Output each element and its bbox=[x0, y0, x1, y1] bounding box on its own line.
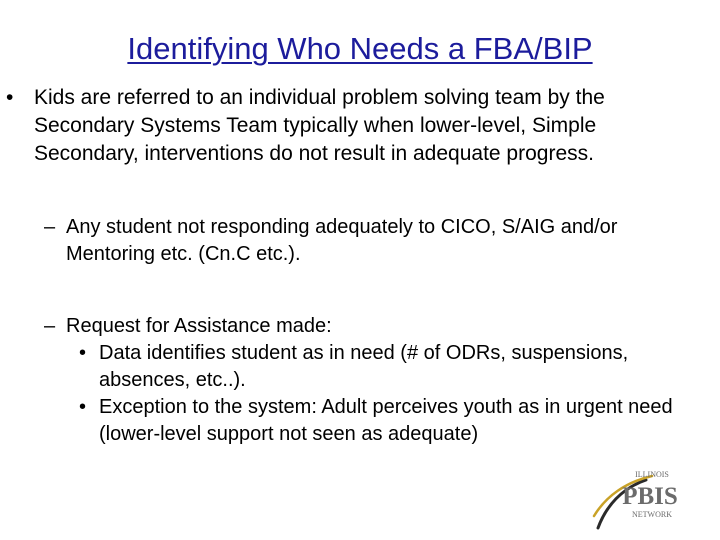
sub-sub-bullet-data-text: Data identifies student as in need (# of ODRs, suspensions, absences, etc..). bbox=[99, 342, 629, 391]
slide-title: Identifying Who Needs a FBA/BIP bbox=[127, 31, 593, 66]
illinois-pbis-network-logo bbox=[592, 466, 684, 532]
bullet-marker: • bbox=[6, 86, 14, 109]
bullet-marker: • bbox=[79, 342, 87, 364]
sub-bullet-cico-text: Any student not responding adequately to CICO, S/AIG and/or Mentoring etc. (Cn.C etc.). bbox=[66, 216, 618, 265]
sub-sub-bullet-exception bbox=[79, 394, 709, 448]
sub-bullet-request-text: Request for Assistance made: bbox=[66, 315, 332, 337]
main-bullet bbox=[6, 84, 706, 168]
dash-marker: – bbox=[44, 216, 56, 238]
main-bullet-text: Kids are referred to an individual problem solving team by the Secondary Systems Team typically when lower-level, Simple Secondary, interventions do not result in adequate progress. bbox=[34, 86, 605, 165]
logo-middle-text: PBIS bbox=[622, 483, 678, 510]
sub-bullet-request bbox=[44, 313, 704, 340]
logo-graphic bbox=[592, 466, 684, 532]
dash-marker: – bbox=[44, 315, 56, 337]
bullet-marker: • bbox=[79, 396, 87, 418]
sub-sub-bullet-exception-text: Exception to the system: Adult perceives youth as in urgent need (lower-level support not seen as adequate) bbox=[99, 396, 673, 445]
sub-bullet-cico bbox=[44, 214, 704, 268]
logo-top-text: ILLINOIS bbox=[635, 470, 669, 479]
logo-bottom-text: NETWORK bbox=[632, 510, 672, 519]
sub-sub-bullet-data bbox=[79, 340, 709, 394]
